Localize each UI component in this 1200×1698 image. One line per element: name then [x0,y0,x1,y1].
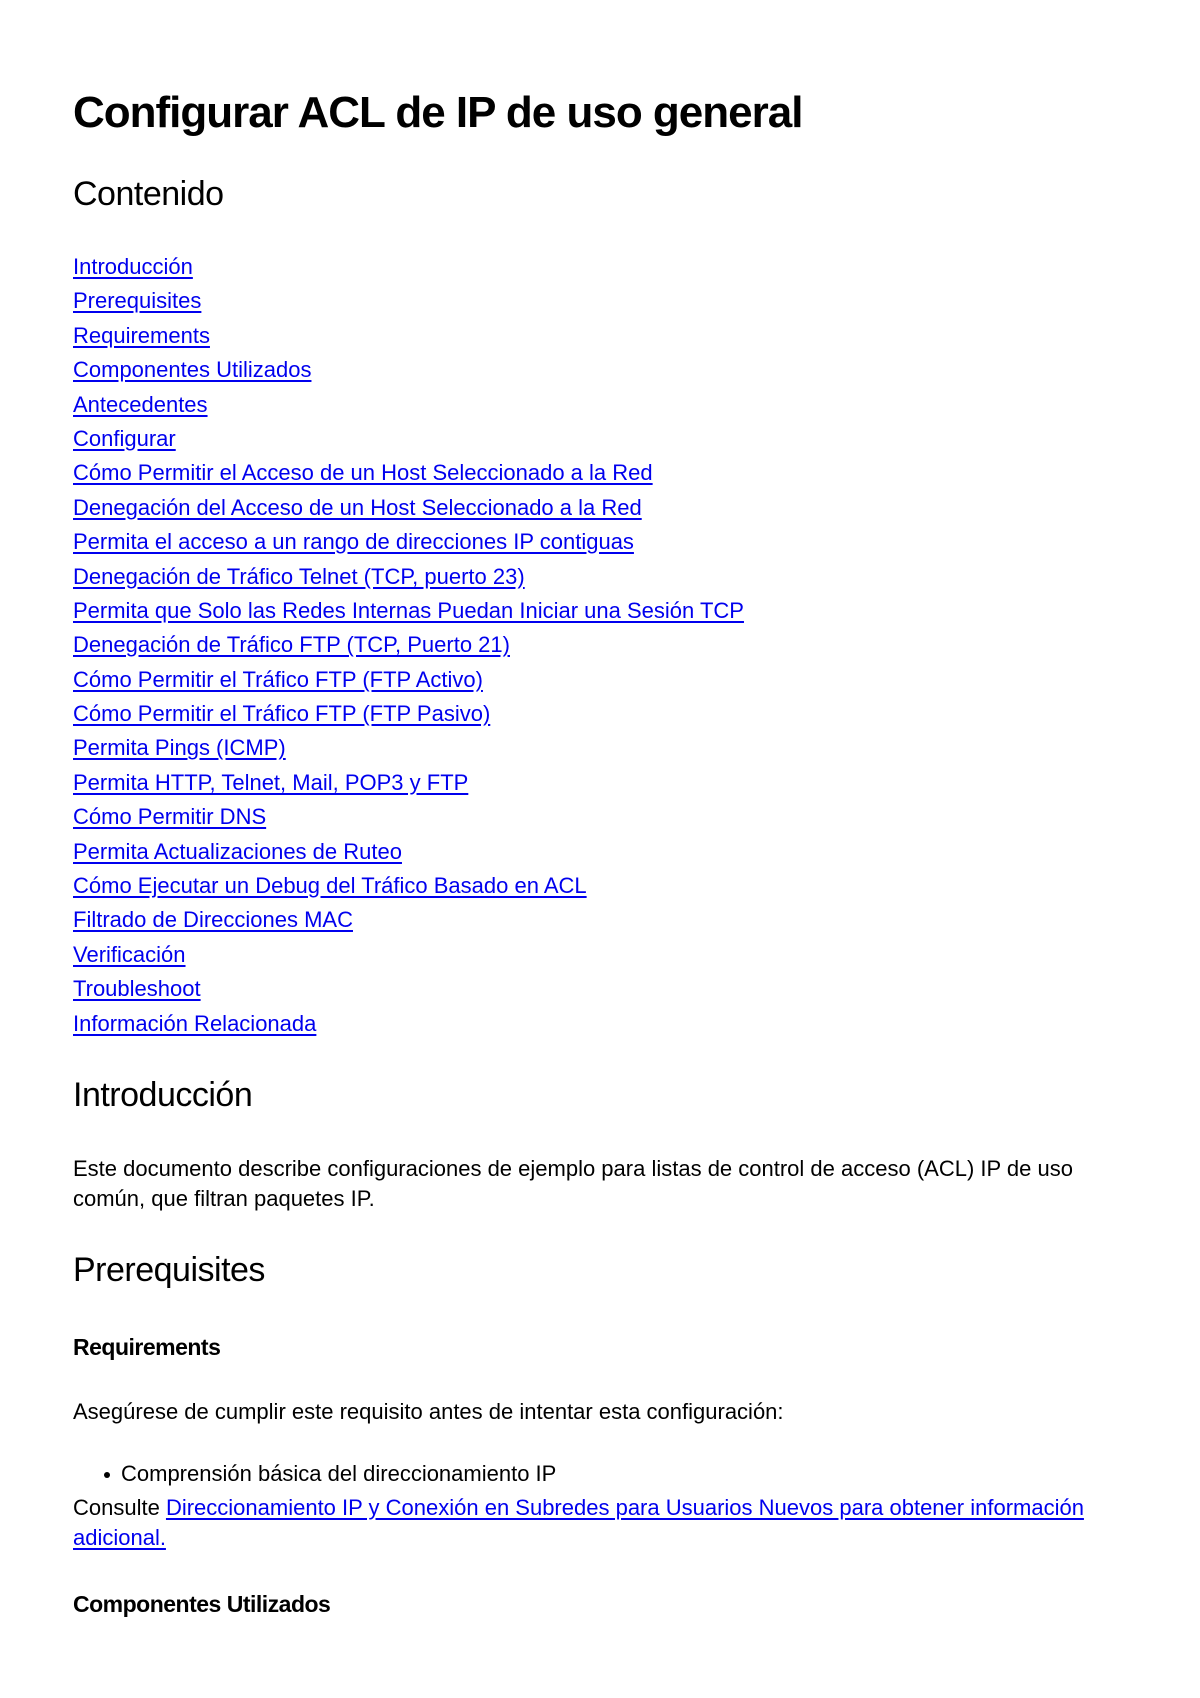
toc-link-prerequisites[interactable]: Prerequisites [73,288,202,314]
toc-link-informacion-relacionada[interactable]: Información Relacionada [73,1010,317,1036]
toc-link-denegacion-telnet[interactable]: Denegación de Tráfico Telnet (TCP, puerto 23) [73,563,525,589]
toc-link-pings-icmp[interactable]: Permita Pings (ICMP) [73,735,286,761]
requirements-text: Asegúrese de cumplir este requisito antes de intentar esta configuración: [73,1399,784,1424]
toc-item [73,388,744,422]
toc-item [73,319,744,353]
toc-link-dns[interactable]: Cómo Permitir DNS [73,804,267,830]
toc-item [73,250,744,284]
toc-link-redes-internas-tcp[interactable]: Permita que Solo las Redes Internas Puedan Iniciar una Sesión TCP [73,597,744,623]
toc-item [73,628,744,662]
prerequisites-heading: Prerequisites [73,1251,265,1289]
toc-item [73,422,744,456]
toc-item [73,869,744,903]
toc-item [73,560,744,594]
toc-item [73,800,744,834]
toc-item [73,697,744,731]
toc-item [73,938,744,972]
toc-link-http-telnet-mail[interactable]: Permita HTTP, Telnet, Mail, POP3 y FTP [73,769,469,795]
toc-link-rango-ip[interactable]: Permita el acceso a un rango de direcciones IP contiguas [73,529,634,555]
toc-link-ftp-activo[interactable]: Cómo Permitir el Tráfico FTP (FTP Activo) [73,666,483,692]
ip-addressing-link[interactable]: Direccionamiento IP y Conexión en Subredes para Usuarios Nuevos para obtener información adicional. [73,1495,1084,1550]
toc-link-requirements[interactable]: Requirements [73,322,210,348]
toc-link-configurar[interactable]: Configurar [73,425,176,451]
toc-item [73,284,744,318]
toc-link-actualizaciones-ruteo[interactable]: Permita Actualizaciones de Ruteo [73,838,402,864]
toc-item [73,972,744,1006]
toc-item [73,525,744,559]
toc-item [73,456,744,490]
toc-link-debug-acl[interactable]: Cómo Ejecutar un Debug del Tráfico Basado en ACL [73,873,587,899]
toc-item [73,903,744,937]
toc-link-introduccion[interactable]: Introducción [73,254,193,279]
toc-item [73,731,744,765]
toc-item [73,1007,744,1041]
intro-heading: Introducción [73,1076,253,1114]
toc-item [73,353,744,387]
toc-link-filtrado-mac[interactable]: Filtrado de Direcciones MAC [73,907,353,933]
toc-link-componentes[interactable]: Componentes Utilizados [73,357,312,383]
toc-item [73,835,744,869]
toc-item [73,766,744,800]
toc-link-antecedentes[interactable]: Antecedentes [73,391,208,417]
toc-link-verificacion[interactable]: Verificación [73,941,186,967]
requirements-list [73,1459,556,1489]
toc-link-denegacion-acceso-host[interactable]: Denegación del Acceso de un Host Seleccionado a la Red [73,494,642,520]
consult-paragraph [73,1493,1143,1553]
toc-item [73,663,744,697]
table-of-contents [73,250,744,1041]
toc-heading: Contenido [73,175,224,213]
toc-item [73,491,744,525]
intro-text: Este documento describe configuraciones de ejemplo para listas de control de acceso (ACL) IP de uso común, que filtran paquetes IP. [73,1156,1073,1211]
toc-link-permitir-acceso-host[interactable]: Cómo Permitir el Acceso de un Host Seleccionado a la Red [73,460,653,486]
toc-link-troubleshoot[interactable]: Troubleshoot [73,976,201,1002]
toc-item [73,594,744,628]
list-item-text: Comprensión básica del direccionamiento IP [121,1461,557,1486]
toc-link-ftp-pasivo[interactable]: Cómo Permitir el Tráfico FTP (FTP Pasivo) [73,701,491,727]
toc-link-denegacion-ftp[interactable]: Denegación de Tráfico FTP (TCP, Puerto 21) [73,632,510,658]
list-item [73,1459,556,1489]
page-title: Configurar ACL de IP de uso general [73,88,803,137]
requirements-heading: Requirements [73,1334,221,1360]
components-heading: Componentes Utilizados [73,1591,331,1617]
bullet-icon [104,1472,110,1478]
consult-prefix: Consulte [73,1495,166,1520]
